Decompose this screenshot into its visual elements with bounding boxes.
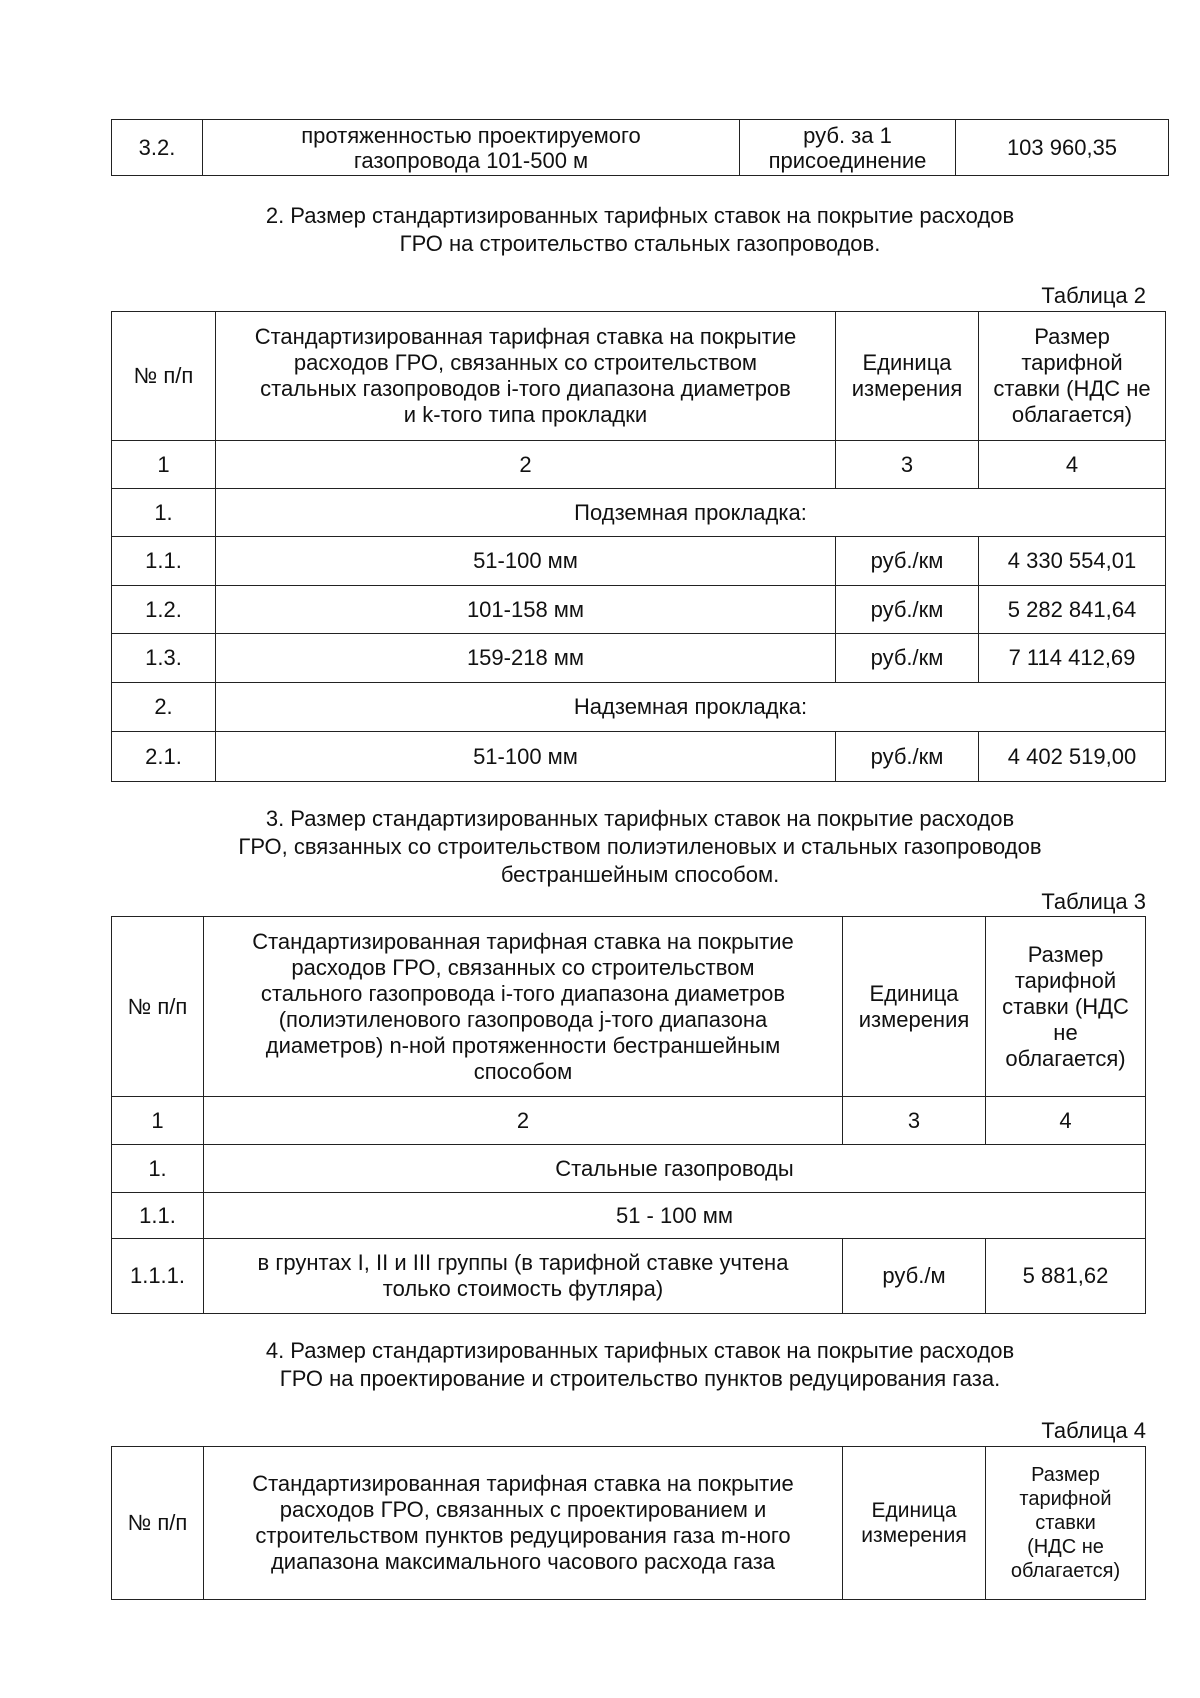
header-number: № п/п — [112, 1447, 204, 1600]
row-unit: руб. за 1 присоединение — [740, 120, 956, 176]
row-value: 103 960,35 — [956, 120, 1169, 176]
table-header-row — [112, 917, 1146, 1097]
table-1-fragment — [111, 119, 1169, 176]
row-description: 51-100 мм — [216, 537, 836, 586]
row-unit: руб./м — [843, 1239, 986, 1314]
table-row — [112, 586, 1166, 634]
column-number: 3 — [843, 1097, 986, 1145]
row-number: 1.2. — [112, 586, 216, 634]
column-numbers-row — [112, 1097, 1146, 1145]
group-number: 1.1. — [112, 1193, 204, 1239]
header-unit: Единица измерения — [843, 1447, 986, 1600]
table-row — [112, 634, 1166, 683]
column-number: 4 — [986, 1097, 1146, 1145]
group-row — [112, 489, 1166, 537]
row-description: 159-218 мм — [216, 634, 836, 683]
column-number: 2 — [216, 441, 836, 489]
column-number: 1 — [112, 1097, 204, 1145]
row-description: 51-100 мм — [216, 732, 836, 782]
column-numbers-row — [112, 441, 1166, 489]
table-4-caption: Таблица 4 — [1041, 1418, 1146, 1443]
table-3 — [111, 916, 1146, 1314]
header-description: Стандартизированная тарифная ставка на покрытие расходов ГРО, связанных со строительством стальных газопроводов i-того диапазона диаметров и k-того типа прокладки — [216, 312, 836, 441]
header-value: Размер тарифной ставки (НДС не облагается) — [986, 1447, 1146, 1600]
row-unit: руб./км — [836, 634, 979, 683]
row-description: в грунтах I, II и III группы (в тарифной ставке учтена только стоимость футляра) — [204, 1239, 843, 1314]
header-description: Стандартизированная тарифная ставка на покрытие расходов ГРО, связанных с проектированием и строительством пунктов редуцирования газа m-ного диапазона максимального часового расхода газа — [204, 1447, 843, 1600]
table-4 — [111, 1446, 1146, 1600]
group-label: 51 - 100 мм — [204, 1193, 1146, 1239]
row-value: 4 330 554,01 — [979, 537, 1166, 586]
group-row — [112, 1145, 1146, 1193]
table-row — [112, 537, 1166, 586]
row-value: 5 282 841,64 — [979, 586, 1166, 634]
header-number: № п/п — [112, 312, 216, 441]
row-number: 1.1.1. — [112, 1239, 204, 1314]
column-number: 1 — [112, 441, 216, 489]
section-2-heading: 2. Размер стандартизированных тарифных ставок на покрытие расходов ГРО на строительство стальных газопроводов. — [265, 203, 1015, 256]
group-number: 2. — [112, 683, 216, 732]
group-number: 1. — [112, 489, 216, 537]
row-value: 4 402 519,00 — [979, 732, 1166, 782]
header-unit: Единица измерения — [836, 312, 979, 441]
table-row — [112, 732, 1166, 782]
header-value: Размер тарифной ставки (НДС не облагается) — [979, 312, 1166, 441]
column-number: 2 — [204, 1097, 843, 1145]
row-number: 1.1. — [112, 537, 216, 586]
row-unit: руб./км — [836, 732, 979, 782]
row-number: 3.2. — [112, 120, 203, 176]
table-2 — [111, 311, 1166, 782]
header-description: Стандартизированная тарифная ставка на покрытие расходов ГРО, связанных со строительством стального газопровода i-того диапазона диаметров (полиэтиленового газопровода j-того диапазона диаметров) n-ной протяженности бестраншейным способом — [204, 917, 843, 1097]
column-number: 4 — [979, 441, 1166, 489]
table-header-row — [112, 1447, 1146, 1600]
group-row — [112, 1193, 1146, 1239]
table-header-row — [112, 312, 1166, 441]
row-description: 101-158 мм — [216, 586, 836, 634]
table-2-caption: Таблица 2 — [1041, 283, 1146, 308]
group-label: Стальные газопроводы — [204, 1145, 1146, 1193]
header-unit: Единица измерения — [843, 917, 986, 1097]
row-value: 5 881,62 — [986, 1239, 1146, 1314]
group-label: Подземная прокладка: — [216, 489, 1166, 537]
header-number: № п/п — [112, 917, 204, 1097]
group-row — [112, 683, 1166, 732]
row-number: 1.3. — [112, 634, 216, 683]
table-row — [112, 1239, 1146, 1314]
section-4-heading: 4. Размер стандартизированных тарифных ставок на покрытие расходов ГРО на проектирование и строительство пунктов редуцирования газа. — [265, 1338, 1015, 1391]
row-unit: руб./км — [836, 586, 979, 634]
section-3-heading: 3. Размер стандартизированных тарифных ставок на покрытие расходов ГРО, связанных со строительством полиэтиленовых и стальных газопроводов бестраншейным способом. — [238, 806, 1042, 887]
header-value: Размер тарифной ставки (НДС не облагается) — [986, 917, 1146, 1097]
column-number: 3 — [836, 441, 979, 489]
row-number: 2.1. — [112, 732, 216, 782]
row-unit: руб./км — [836, 537, 979, 586]
group-number: 1. — [112, 1145, 204, 1193]
table-row — [112, 120, 1169, 176]
group-label: Надземная прокладка: — [216, 683, 1166, 732]
row-value: 7 114 412,69 — [979, 634, 1166, 683]
table-3-caption: Таблица 3 — [1041, 889, 1146, 914]
row-description: протяженностью проектируемого газопровода 101-500 м — [203, 120, 740, 176]
